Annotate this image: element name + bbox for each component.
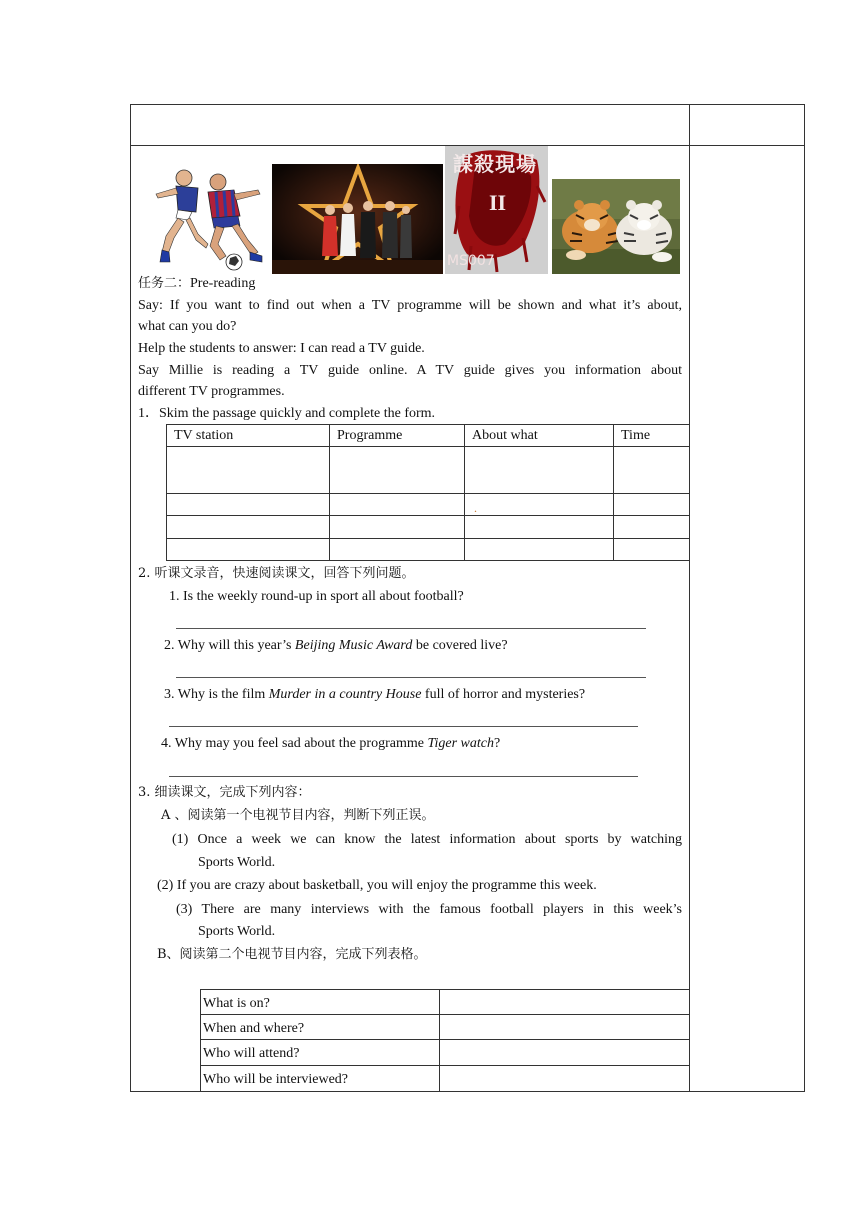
poster-code-text: MS007 <box>447 253 495 269</box>
tigers-image <box>552 179 680 274</box>
question-3-title: Murder in a country House <box>268 687 422 702</box>
part-a-instruction: A 、阅读第一个电视节目内容，判断下列正误。 <box>161 808 435 823</box>
statement-2: (2) If you are crazy about basketball, you will enjoy the programme this week. <box>157 878 597 893</box>
question-4-post: ? <box>493 736 501 751</box>
poster-numeral-text: II <box>489 190 507 215</box>
say-millie-line1: Say Millie is reading a TV guide online. A TV guide gives you information about <box>138 363 682 378</box>
say-millie-line2: different TV programmes. <box>138 384 285 399</box>
form-col-3 <box>464 424 465 561</box>
answer-line-2 <box>176 677 646 678</box>
form-stray-dot: . <box>474 501 477 515</box>
b-table-row-who-interviewed: Who will be interviewed? <box>203 1072 349 1087</box>
question-4 <box>161 734 500 754</box>
b-table-row-who-attend: Who will attend? <box>203 1046 300 1061</box>
form-line-row1 <box>166 493 689 494</box>
statement-3-line1: (3) There are many interviews with the famous football players in this week’s <box>176 902 682 917</box>
question-4-title: Tiger watch <box>427 736 494 751</box>
football-players-image <box>136 164 270 274</box>
part-b-instruction: B、阅读第二个电视节目内容，完成下列表格。 <box>157 947 427 962</box>
frame-bottom <box>130 1091 805 1092</box>
poster-title-text: 謀殺現場 <box>453 152 537 176</box>
form-col-4 <box>613 424 614 561</box>
step1-instruction: 1．Skim the passage quickly and complete the form. <box>138 406 436 421</box>
form-header-time: Time <box>621 428 651 443</box>
step3-instruction: 3. 细读课文，完成下列内容： <box>138 785 311 800</box>
form-header-about-what: About what <box>472 428 538 443</box>
task-heading <box>138 274 255 294</box>
question-2-post: be covered live? <box>412 638 508 653</box>
form-col-2 <box>329 424 330 561</box>
b-table-row-what-is-on: What is on? <box>203 996 270 1011</box>
b-table-top <box>200 989 689 990</box>
answer-line-3 <box>169 726 638 727</box>
b-table-line1 <box>200 1014 689 1015</box>
statement-3-line2: Sports World. <box>198 924 276 939</box>
step2-instruction: 2. 听课文录音，快速阅读课文，回答下列问题。 <box>138 566 415 581</box>
statement-1-line1: (1) Once a week we can know the latest information about sports by watching <box>172 832 682 847</box>
answer-line-1 <box>176 628 646 629</box>
b-table-mid <box>439 989 440 1091</box>
say-question-line2: what can you do? <box>138 319 237 334</box>
frame-right <box>804 104 805 1092</box>
form-line-top <box>166 424 689 425</box>
b-table-row-when-where: When and where? <box>203 1021 305 1036</box>
task-heading-cn: 任务二： <box>138 276 191 291</box>
frame-left <box>130 104 131 1092</box>
question-4-pre: 4. Why may you feel sad about the programme <box>161 736 428 751</box>
question-2-pre: 2. Why will this year’s <box>164 638 295 653</box>
say-question-line1: Say: If you want to find out when a TV programme will be shown and what it’s about, <box>138 298 682 313</box>
form-line-row3 <box>166 538 689 539</box>
question-3-post: full of horror and mysteries? <box>421 687 586 702</box>
help-students-text: Help the students to answer: I can read a TV guide. <box>138 341 425 356</box>
frame-inner <box>689 104 690 1092</box>
question-3-pre: 3. Why is the film <box>164 687 269 702</box>
form-line-header <box>166 446 689 447</box>
statement-1-line2: Sports World. <box>198 855 276 870</box>
b-table-line2 <box>200 1039 689 1040</box>
music-award-stage-image <box>272 164 443 274</box>
question-2 <box>164 636 508 656</box>
frame-top <box>130 104 805 105</box>
b-table-line3 <box>200 1065 689 1066</box>
murder-film-poster-image <box>445 146 548 274</box>
form-header-programme: Programme <box>337 428 403 443</box>
form-line-row2 <box>166 515 689 516</box>
question-3 <box>164 685 585 705</box>
question-2-title: Beijing Music Award <box>294 638 413 653</box>
answer-line-4 <box>169 776 638 777</box>
form-col-left <box>166 424 167 561</box>
form-line-bottom <box>166 560 689 561</box>
task-heading-en: Pre-reading <box>190 276 256 291</box>
form-header-tv-station: TV station <box>174 428 234 443</box>
question-1: 1. Is the weekly round-up in sport all about football? <box>169 589 464 604</box>
